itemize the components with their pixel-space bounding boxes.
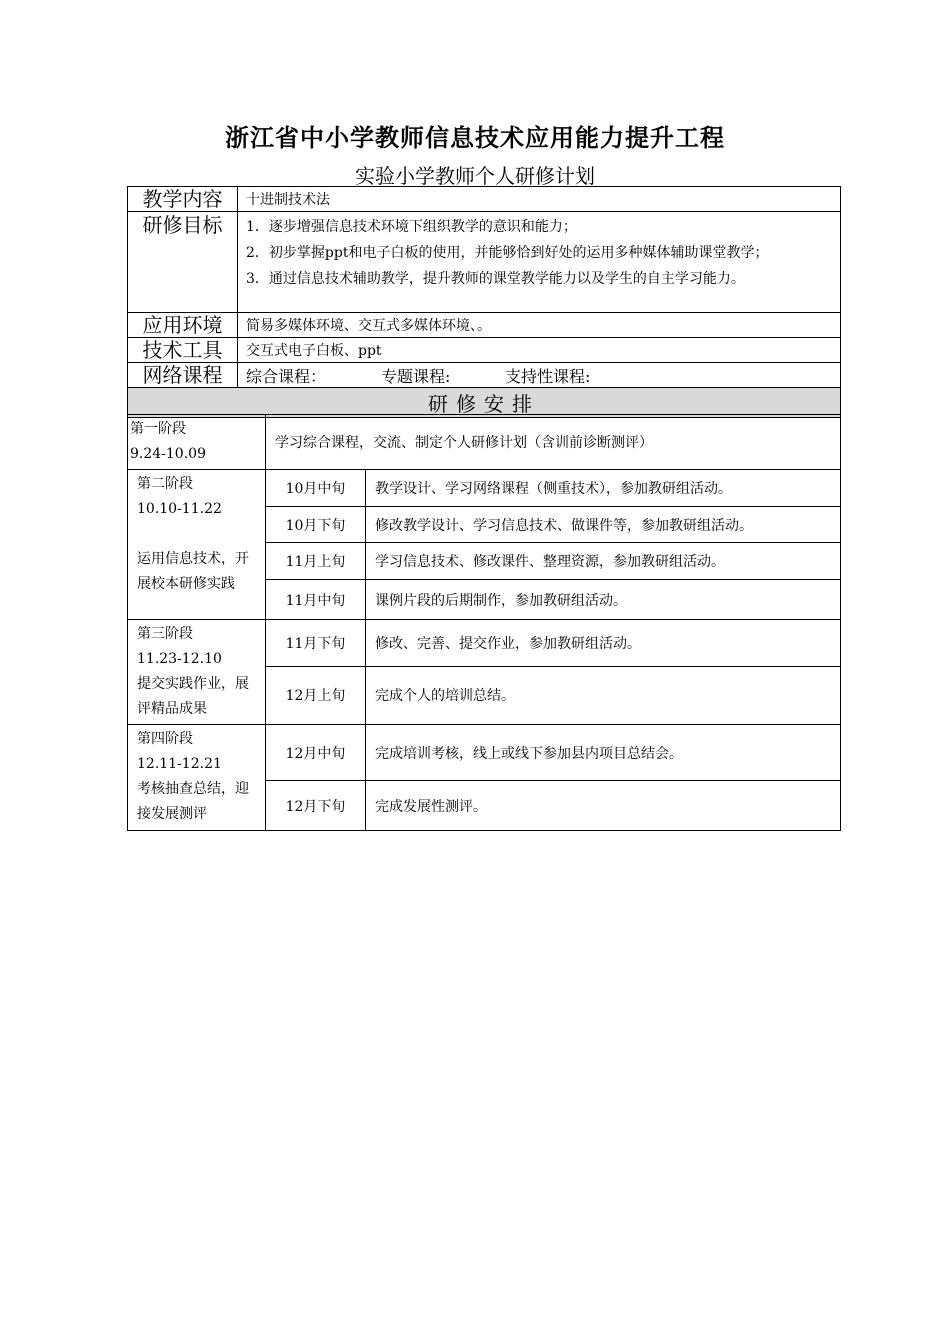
schedule-row	[128, 620, 841, 667]
time-cell: 12月中旬	[266, 725, 366, 781]
arrangement-header: 研修安排	[128, 388, 841, 418]
course-item: 支持性课程:	[505, 366, 591, 386]
stage-cell	[128, 620, 266, 725]
stage-dates: 12.11-12.21	[137, 756, 222, 772]
stage-name: 第二阶段	[137, 476, 193, 492]
stage-cell	[128, 725, 266, 831]
stage-dates: 9.24-10.09	[130, 446, 206, 462]
goal-row	[128, 212, 841, 313]
activity-cell: 完成培训考核，线上或线下参加县内项目总结会。	[366, 725, 841, 781]
schedule-row	[128, 725, 841, 781]
activity-cell: 完成个人的培训总结。	[366, 666, 841, 724]
env-value: 简易多媒体环境、交互式多媒体环境、。	[238, 313, 841, 338]
activity-cell: 学习信息技术、修改课件、整理资源，参加教研组活动。	[366, 543, 841, 580]
time-cell: 10月中旬	[266, 470, 366, 507]
stage-description: 提交实践作业，展评精品成果	[137, 676, 249, 717]
goal-item: 3．通过信息技术辅助教学，提升教师的课堂教学能力以及学生的自主学习能力。	[246, 271, 745, 287]
stage-description: 运用信息技术，开展校本研修实践	[137, 551, 249, 592]
activity-cell: 课例片段的后期制作，参加教研组活动。	[366, 580, 841, 620]
stage-description: 考核抽查总结，迎接发展测评	[137, 781, 249, 822]
schedule-row	[128, 470, 841, 507]
stage-cell	[128, 470, 266, 620]
arrangement-header-row	[128, 388, 841, 418]
course-item: 综合课程：	[246, 366, 327, 386]
course-item: 专题课程:	[381, 366, 451, 386]
time-cell: 10月下旬	[266, 507, 366, 543]
document-subtitle: 实验小学教师个人研修计划	[355, 164, 595, 188]
time-cell: 12月下旬	[266, 781, 366, 831]
stage-name: 第三阶段	[137, 626, 193, 642]
stage-cell	[128, 415, 266, 470]
goal-label: 研修目标	[128, 212, 238, 313]
document-title: 浙江省中小学教师信息技术应用能力提升工程	[225, 123, 725, 152]
time-cell: 11月下旬	[266, 620, 366, 667]
goal-item: 2．初步掌握ppt和电子白板的使用，并能够恰到好处的运用多种媒体辅助课堂教学；	[246, 245, 769, 261]
env-label: 应用环境	[128, 313, 238, 338]
stage-name: 第一阶段	[130, 421, 186, 437]
activity-cell: 完成发展性测评。	[366, 781, 841, 831]
activity-cell: 修改、完善、提交作业，参加教研组活动。	[366, 620, 841, 667]
time-cell: 11月上旬	[266, 543, 366, 580]
activity-cell: 教学设计、学习网络课程（侧重技术），参加教研组活动。	[366, 470, 841, 507]
time-cell: 11月中旬	[266, 580, 366, 620]
course-row	[128, 363, 841, 388]
content-value: 十进制技术法	[238, 187, 841, 212]
tool-row	[128, 338, 841, 363]
activity-cell: 学习综合课程，交流、制定个人研修计划（含训前诊断测评）	[266, 415, 841, 470]
tool-label: 技术工具	[128, 338, 238, 363]
activity-cell: 修改教学设计、学习信息技术、做课件等，参加教研组活动。	[366, 507, 841, 543]
content-row	[128, 187, 841, 212]
goal-list	[238, 212, 841, 313]
schedule-table	[127, 414, 841, 831]
course-label: 网络课程	[128, 363, 238, 388]
tool-value: 交互式电子白板、ppt	[238, 338, 841, 363]
stage-name: 第四阶段	[137, 731, 193, 747]
content-label: 教学内容	[128, 187, 238, 212]
info-table	[127, 186, 841, 418]
course-values	[238, 363, 841, 388]
stage-row	[128, 415, 841, 470]
env-row	[128, 313, 841, 338]
stage-dates: 10.10-11.22	[137, 501, 222, 517]
goal-item: 1．逐步增强信息技术环境下组织教学的意识和能力；	[246, 219, 577, 235]
stage-dates: 11.23-12.10	[137, 651, 222, 667]
time-cell: 12月上旬	[266, 666, 366, 724]
